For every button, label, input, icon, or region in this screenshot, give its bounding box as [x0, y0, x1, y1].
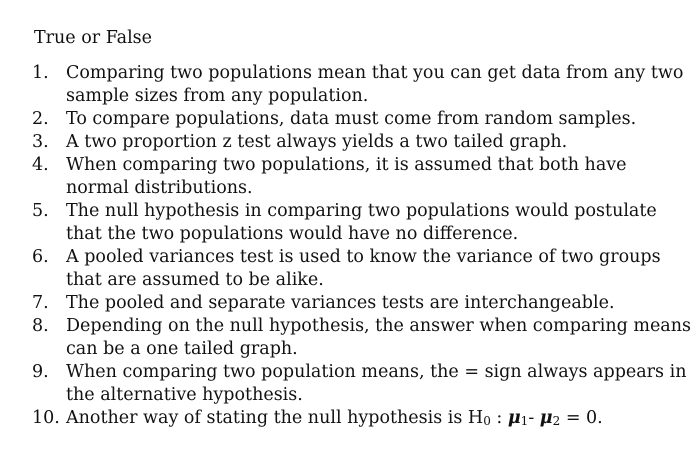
question-item-1	[32, 62, 692, 108]
question-text: A pooled variances test is used to know the variance of two groups that are assumed to be alike.	[66, 247, 661, 290]
question-text: Comparing two populations mean that you can get data from any two sample sizes from any population.	[66, 63, 684, 106]
question-number: 4.	[32, 155, 49, 175]
question-text: A two proportion z test always yields a two tailed graph.	[66, 132, 568, 152]
question-number: 9.	[32, 362, 49, 382]
question-number: 7.	[32, 293, 49, 313]
mu-symbol-2: μ	[539, 408, 553, 428]
question-number: 2.	[32, 109, 49, 129]
question-text: The pooled and separate variances tests are interchangeable.	[66, 293, 615, 313]
question-number: 1.	[32, 63, 49, 83]
question-list	[32, 62, 692, 433]
question-text-start: Another way of stating the null hypothesis is H	[66, 408, 484, 428]
question-number: 6.	[32, 247, 49, 267]
question-item-3	[32, 131, 692, 154]
question-text: The null hypothesis in comparing two populations would postulate that the two populations would have no difference.	[66, 201, 657, 244]
question-item-8	[32, 315, 692, 361]
question-text: Depending on the null hypothesis, the answer when comparing means can be a one tailed graph.	[66, 316, 691, 359]
question-text-end: = 0.	[560, 408, 603, 428]
mu-symbol-1: μ	[507, 408, 521, 428]
mu-subscript-2: 2	[552, 414, 561, 428]
minus-sign: -	[528, 408, 540, 428]
question-number: 3.	[32, 132, 49, 152]
question-text: To compare populations, data must come from random samples.	[66, 109, 637, 129]
question-item-7	[32, 292, 692, 315]
question-item-9	[32, 361, 692, 407]
question-number: 5.	[32, 201, 49, 221]
null-hypothesis-subscript: 0	[483, 414, 491, 428]
question-number: 8.	[32, 316, 49, 336]
question-item-10	[32, 407, 692, 433]
question-number: 10.	[32, 408, 60, 428]
colon-separator: :	[490, 408, 508, 428]
question-item-2	[32, 108, 692, 131]
worksheet-heading: True or False	[34, 28, 153, 48]
question-text: When comparing two population means, the = sign always appears in the alternative hypothesis.	[66, 362, 687, 405]
question-item-5	[32, 200, 692, 246]
question-item-6	[32, 246, 692, 292]
question-text: When comparing two populations, it is assumed that both have normal distributions.	[66, 155, 627, 198]
question-text	[66, 407, 692, 433]
question-item-4	[32, 154, 692, 200]
mu-subscript-1: 1	[520, 414, 529, 428]
